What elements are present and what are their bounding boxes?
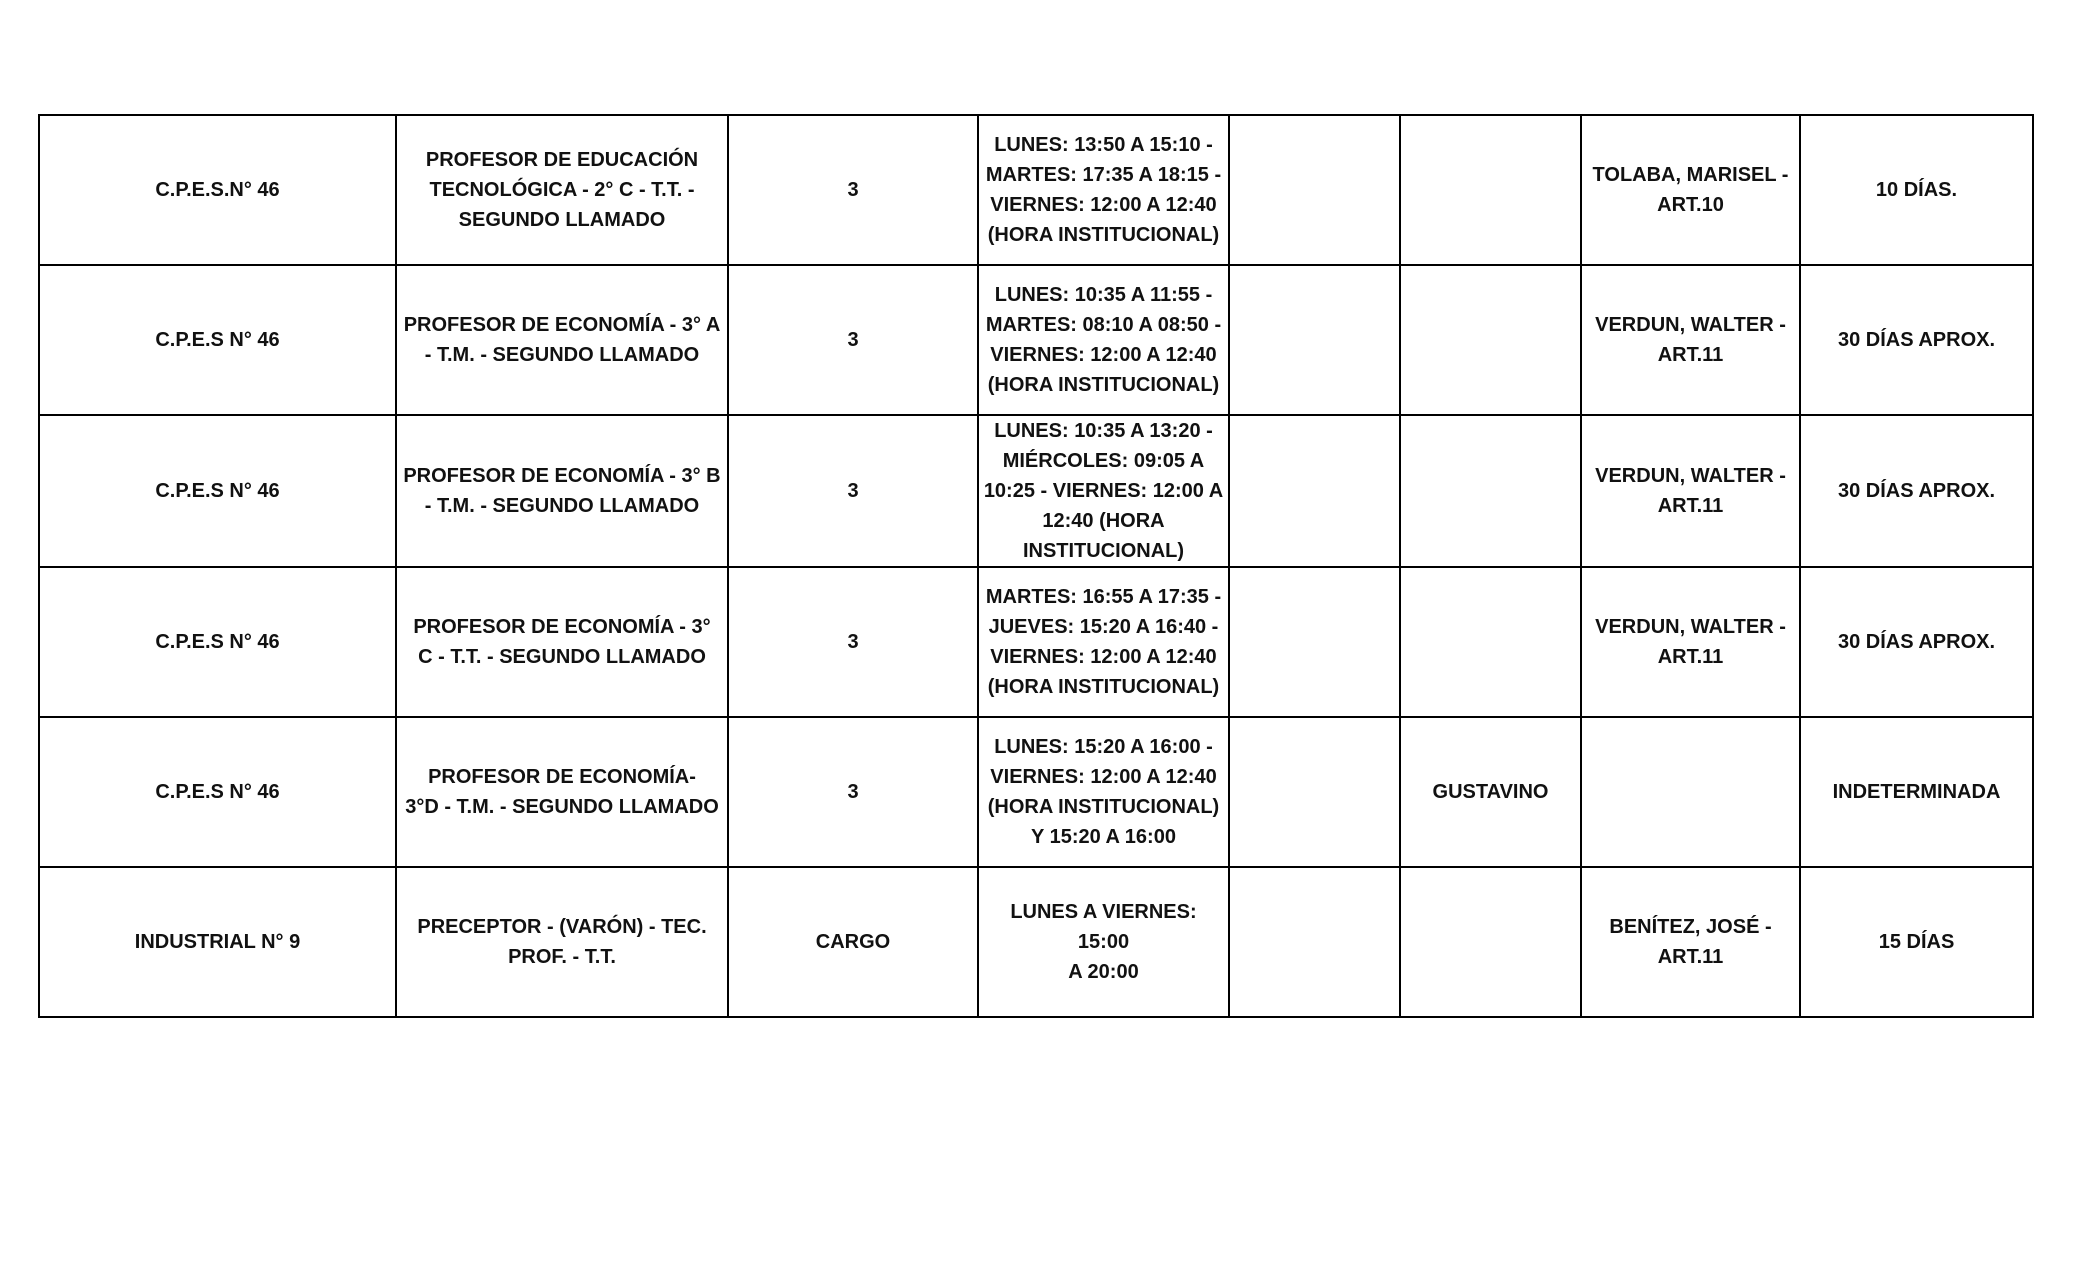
- hours-cell: 3: [728, 567, 978, 717]
- position-cell: PROFESOR DE ECONOMÍA- 3°D - T.M. - SEGUNDO LLAMADO: [396, 717, 728, 867]
- name-cell: GUSTAVINO: [1400, 717, 1581, 867]
- duration-cell: 15 DÍAS: [1800, 867, 2033, 1017]
- duration-cell: 30 DÍAS APROX.: [1800, 415, 2033, 567]
- hours-cell: CARGO: [728, 867, 978, 1017]
- teacher-cell: TOLABA, MARISEL - ART.10: [1581, 115, 1800, 265]
- table-row: [39, 415, 2033, 567]
- schedule-cell: LUNES A VIERNES: 15:00 A 20:00: [978, 867, 1229, 1017]
- school-cell: C.P.E.S N° 46: [39, 567, 396, 717]
- empty-cell: [1229, 265, 1400, 415]
- vacancies-table: [38, 114, 2034, 1018]
- teacher-cell: VERDUN, WALTER - ART.11: [1581, 567, 1800, 717]
- empty-cell: [1229, 717, 1400, 867]
- name-cell: [1400, 567, 1581, 717]
- teacher-cell: VERDUN, WALTER - ART.11: [1581, 265, 1800, 415]
- table-row: [39, 265, 2033, 415]
- duration-cell: 10 DÍAS.: [1800, 115, 2033, 265]
- table-row: [39, 717, 2033, 867]
- duration-cell: INDETERMINADA: [1800, 717, 2033, 867]
- name-cell: [1400, 867, 1581, 1017]
- duration-cell: 30 DÍAS APROX.: [1800, 567, 2033, 717]
- position-cell: PROFESOR DE EDUCACIÓN TECNOLÓGICA - 2° C - T.T. - SEGUNDO LLAMADO: [396, 115, 728, 265]
- school-cell: C.P.E.S N° 46: [39, 717, 396, 867]
- teacher-cell: BENÍTEZ, JOSÉ - ART.11: [1581, 867, 1800, 1017]
- position-cell: PRECEPTOR - (VARÓN) - TEC. PROF. - T.T.: [396, 867, 728, 1017]
- school-cell: INDUSTRIAL N° 9: [39, 867, 396, 1017]
- schedule-cell: MARTES: 16:55 A 17:35 - JUEVES: 15:20 A 16:40 - VIERNES: 12:00 A 12:40 (HORA INSTITUCIONAL): [978, 567, 1229, 717]
- table-row: [39, 115, 2033, 265]
- school-cell: C.P.E.S N° 46: [39, 415, 396, 567]
- hours-cell: 3: [728, 415, 978, 567]
- name-cell: [1400, 265, 1581, 415]
- schedule-cell: LUNES: 15:20 A 16:00 - VIERNES: 12:00 A 12:40 (HORA INSTITUCIONAL) Y 15:20 A 16:00: [978, 717, 1229, 867]
- empty-cell: [1229, 867, 1400, 1017]
- schedule-cell: LUNES: 10:35 A 13:20 - MIÉRCOLES: 09:05 A 10:25 - VIERNES: 12:00 A 12:40 (HORA INSTITUCIONAL): [978, 415, 1229, 567]
- name-cell: [1400, 115, 1581, 265]
- empty-cell: [1229, 415, 1400, 567]
- table-row: [39, 867, 2033, 1017]
- hours-cell: 3: [728, 115, 978, 265]
- position-cell: PROFESOR DE ECONOMÍA - 3° B - T.M. - SEGUNDO LLAMADO: [396, 415, 728, 567]
- empty-cell: [1229, 115, 1400, 265]
- school-cell: C.P.E.S N° 46: [39, 265, 396, 415]
- hours-cell: 3: [728, 717, 978, 867]
- position-cell: PROFESOR DE ECONOMÍA - 3° A - T.M. - SEGUNDO LLAMADO: [396, 265, 728, 415]
- table-row: [39, 567, 2033, 717]
- duration-cell: 30 DÍAS APROX.: [1800, 265, 2033, 415]
- hours-cell: 3: [728, 265, 978, 415]
- empty-cell: [1229, 567, 1400, 717]
- teacher-cell: [1581, 717, 1800, 867]
- schedule-cell: LUNES: 10:35 A 11:55 - MARTES: 08:10 A 08:50 - VIERNES: 12:00 A 12:40 (HORA INSTITUCIONAL): [978, 265, 1229, 415]
- school-cell: C.P.E.S.N° 46: [39, 115, 396, 265]
- schedule-cell: LUNES: 13:50 A 15:10 - MARTES: 17:35 A 18:15 - VIERNES: 12:00 A 12:40 (HORA INSTITUCIONAL): [978, 115, 1229, 265]
- name-cell: [1400, 415, 1581, 567]
- position-cell: PROFESOR DE ECONOMÍA - 3° C - T.T. - SEGUNDO LLAMADO: [396, 567, 728, 717]
- teacher-cell: VERDUN, WALTER - ART.11: [1581, 415, 1800, 567]
